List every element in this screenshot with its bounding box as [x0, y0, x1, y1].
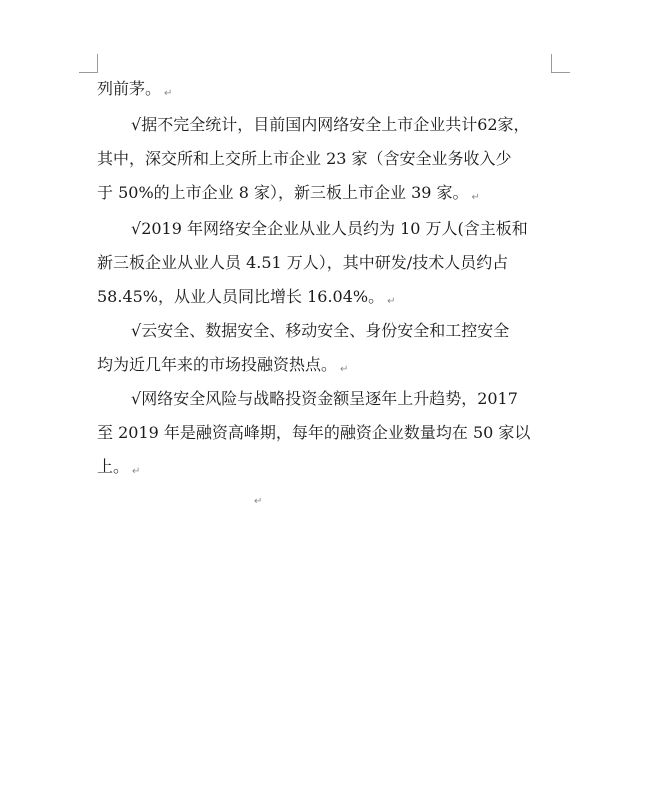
paragraph-mark-icon: ↵ [471, 192, 480, 203]
text-line-content: 58.45%，从业人员同比增长 16.04%。 [97, 287, 385, 306]
text-line-content: 至 2019 年是融资高峰期，每年的融资企业数量均在 50 家以 [97, 423, 531, 442]
text-line [131, 216, 528, 242]
margin-corner-top-right [551, 54, 570, 73]
text-line-content: √网络安全风险与战略投资金额呈逐年上升趋势，2017 [131, 389, 518, 408]
paragraph-mark-icon: ↵ [387, 296, 396, 307]
text-line [97, 352, 348, 378]
text-line [97, 76, 172, 102]
text-line [97, 180, 480, 206]
text-line [131, 318, 509, 344]
text-line [97, 284, 396, 310]
paragraph-mark-icon: ↵ [254, 496, 263, 507]
text-line [97, 420, 530, 446]
text-line-content: 于 50%的上市企业 8 家），新三板上市企业 39 家。 [97, 183, 469, 202]
text-line [97, 146, 512, 172]
text-line [97, 454, 140, 480]
text-line-content: 列前茅。 [97, 79, 162, 98]
text-line [131, 112, 530, 138]
text-line-content: 其中，深交所和上交所上市企业 23 家（含安全业务收入少 [97, 149, 512, 168]
text-line-content: 新三板企业从业人员 4.51 万人），其中研发/技术人员约占 [97, 253, 509, 272]
paragraph-mark-icon: ↵ [164, 88, 173, 99]
text-line-content: 上。 [97, 457, 130, 476]
text-line-content: √云安全、数据安全、移动安全、身份安全和工控安全 [131, 321, 510, 340]
paragraph-mark-icon: ↵ [340, 364, 349, 375]
text-line-content: √据不完全统计，目前国内网络安全上市企业共计62家， [131, 115, 530, 134]
text-line [131, 386, 518, 412]
text-line [97, 250, 508, 276]
paragraph-mark-icon: ↵ [132, 466, 141, 477]
text-line-content: √2019 年网络安全企业从业人员约为 10 万人(含主板和 [131, 219, 528, 238]
text-line-content: 均为近几年来的市场投融资热点。 [97, 355, 338, 374]
margin-corner-top-left [79, 54, 98, 73]
